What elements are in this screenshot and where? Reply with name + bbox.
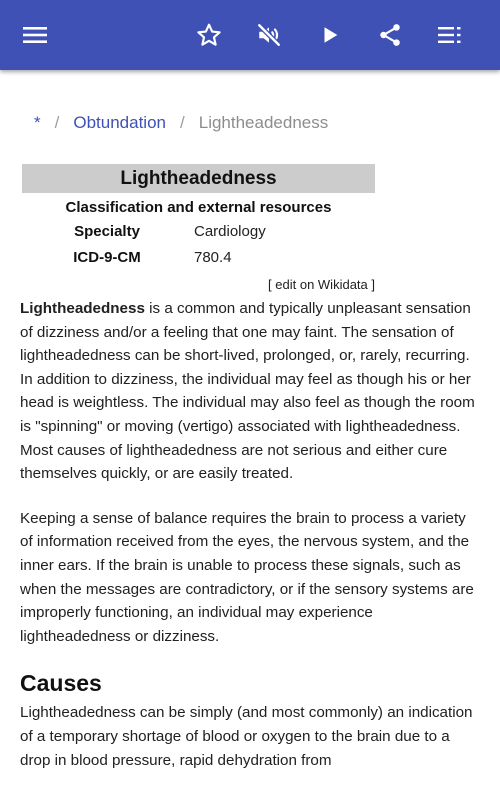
- share-icon: [377, 22, 403, 48]
- favorite-button[interactable]: [189, 15, 229, 55]
- infobox: [22, 164, 375, 292]
- infobox-key: ICD-9-CM: [73, 249, 141, 266]
- menu-icon: [22, 25, 48, 45]
- infobox-row-icd: [22, 245, 375, 271]
- article-paragraph: [20, 297, 480, 486]
- share-button[interactable]: [370, 15, 410, 55]
- article-paragraph-text: is a common and typically unpleasant sensation of dizziness and/or a feeling that one may faint. The sensation of lightheadedness can be short-lived, prolonged, or, rarely, recurring. In addition to dizziness, the individual may feel as though his or her head is weightless. The individual may also feel as though the room is "spinning" or moving (vertigo) associated with lightheadedness. Most causes of lightheadedness are not serious and either cure themselves quickly, or are easily treated.: [20, 300, 475, 483]
- infobox-subtitle: Classification and external resources: [65, 199, 332, 216]
- article-body: [20, 297, 480, 793]
- menu-button[interactable]: [15, 15, 55, 55]
- breadcrumb-root-link[interactable]: *: [34, 113, 41, 132]
- infobox-row-specialty: [22, 219, 375, 245]
- star-icon: [196, 22, 222, 48]
- breadcrumb-separator: /: [180, 113, 185, 132]
- playlist-button[interactable]: [430, 15, 470, 55]
- playlist-icon: [437, 24, 463, 46]
- breadcrumb-current: Lightheadedness: [198, 113, 329, 132]
- app-toolbar: [0, 0, 500, 70]
- section-heading-causes: Causes: [20, 670, 102, 697]
- mute-icon: [256, 22, 282, 48]
- edit-on-wikidata-link[interactable]: [ edit on Wikidata ]: [268, 277, 375, 292]
- infobox-key: Specialty: [74, 223, 140, 240]
- article-paragraph: Lightheadedness can be simply (and most commonly) an indication of a temporary shortage of blood or oxygen to the brain due to a drop in blood pressure, rapid dehydration from: [20, 704, 473, 769]
- breadcrumb-parent-link[interactable]: Obtundation: [73, 113, 166, 132]
- breadcrumb-separator: /: [54, 113, 60, 132]
- breadcrumb: [34, 113, 328, 133]
- mute-button[interactable]: [249, 15, 289, 55]
- infobox-value: Cardiology: [194, 223, 266, 240]
- article-lead-term: Lightheadedness: [20, 300, 145, 317]
- article-paragraph: Keeping a sense of balance requires the brain to process a variety of information received from the eyes, the nervous system, and the inner ears. If the brain is unable to process these signals, such as when the messages are contradictory, or if the sensory systems are improperly functioning, an individual may experience lightheadedness or dizziness.: [20, 509, 474, 645]
- infobox-title: Lightheadedness: [22, 164, 375, 193]
- infobox-value: 780.4: [194, 249, 232, 266]
- play-icon: [319, 24, 341, 46]
- play-button[interactable]: [310, 15, 350, 55]
